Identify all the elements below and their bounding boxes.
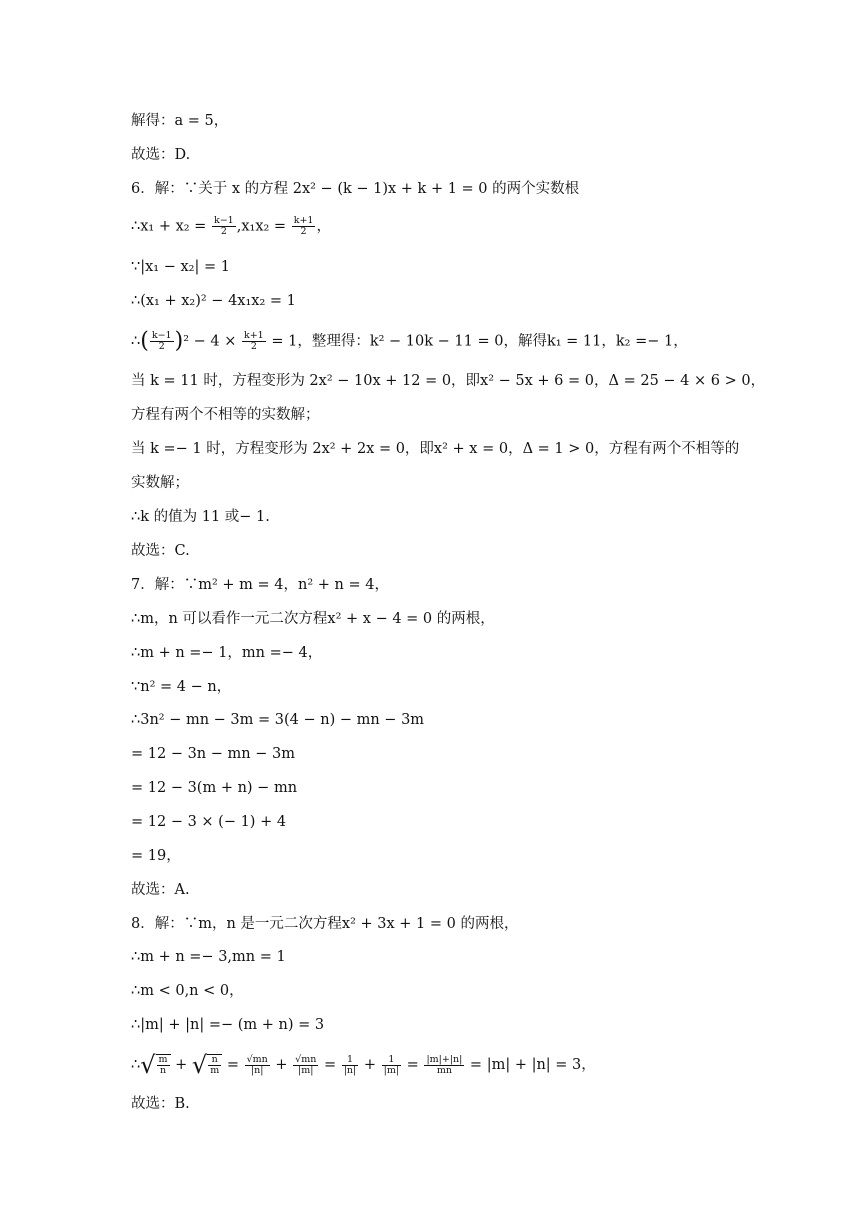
numerator: k−1 bbox=[151, 330, 172, 341]
text-line: 实数解； bbox=[131, 475, 189, 491]
fraction bbox=[293, 1055, 318, 1076]
denominator: 2 bbox=[220, 226, 227, 237]
numerator: √mn bbox=[246, 1053, 268, 1065]
fraction bbox=[424, 1055, 464, 1076]
text-line: ∴k 的值为 11 或− 1. bbox=[131, 509, 270, 525]
text-line: = 12 − 3 × (− 1) + 4 bbox=[131, 814, 287, 830]
numerator: k+1 bbox=[243, 330, 264, 341]
text-fragment: ∴ bbox=[131, 1057, 141, 1073]
text-line: ∵|x₁ − x₂| = 1 bbox=[131, 259, 230, 275]
radical-sign: √ bbox=[140, 1051, 156, 1079]
text-fragment: ,x₁x₂ = bbox=[236, 218, 291, 235]
fraction bbox=[157, 1055, 170, 1076]
text-line: = 12 − 3n − mn − 3m bbox=[131, 746, 295, 762]
denominator: |n| bbox=[250, 1064, 264, 1076]
text-line: 6．解：∵关于 x 的方程 2x² − (k − 1)x + k + 1 = 0 的两个实数根 bbox=[131, 181, 580, 197]
text-fragment: = 1，整理得：k² − 10k − 11 = 0，解得k₁ = 11，k₂ =− 1， bbox=[266, 333, 688, 350]
fraction bbox=[150, 331, 174, 352]
text-line: 故选：D. bbox=[131, 147, 191, 163]
text-fragment: ² − 4 × bbox=[183, 333, 241, 350]
text-line: 方程有两个不相等的实数解； bbox=[131, 407, 320, 423]
fraction bbox=[245, 1055, 270, 1076]
text-line: 7．解：∵m² + m = 4，n² + n = 4， bbox=[131, 577, 389, 593]
math-line bbox=[131, 1051, 596, 1079]
text-fragment: ， bbox=[316, 218, 331, 235]
text-line: 8．解：∵m，n 是一元二次方程x² + 3x + 1 = 0 的两根， bbox=[131, 916, 519, 932]
right-paren: ) bbox=[174, 328, 184, 354]
text-line: ∴|m| + |n| =− (m + n) = 3 bbox=[131, 1017, 325, 1033]
fraction bbox=[292, 216, 316, 237]
text-line: ∴m + n =− 1，mn =− 4， bbox=[131, 645, 323, 661]
text-line: ∵n² = 4 − n， bbox=[131, 679, 232, 695]
numerator: k−1 bbox=[213, 215, 234, 226]
text-line: ∴m < 0,n < 0， bbox=[131, 983, 244, 999]
plus-sign: + bbox=[359, 1057, 381, 1073]
equals-sign: = bbox=[402, 1057, 424, 1073]
math-line bbox=[131, 328, 688, 354]
text-line: 故选：C. bbox=[131, 543, 190, 559]
denominator: 2 bbox=[250, 341, 257, 352]
numerator: |m|+|n| bbox=[426, 1053, 463, 1065]
text-line: = 19， bbox=[131, 848, 181, 864]
math-line bbox=[131, 216, 331, 237]
numerator: 1 bbox=[382, 1055, 401, 1066]
text-fragment: = |m| + |n| = 3， bbox=[465, 1057, 596, 1073]
numerator: n bbox=[208, 1055, 221, 1066]
denominator: |m| bbox=[298, 1064, 314, 1076]
radical-sign: √ bbox=[191, 1051, 208, 1079]
fraction bbox=[242, 331, 266, 352]
text-line: 故选：B. bbox=[131, 1096, 190, 1112]
numerator: 1 bbox=[342, 1055, 359, 1066]
denominator: |n| bbox=[343, 1064, 357, 1076]
text-line: 解得：a = 5， bbox=[131, 113, 229, 129]
text-line: ∴3n² − mn − 3m = 3(4 − n) − mn − 3m bbox=[131, 712, 425, 728]
denominator: 2 bbox=[300, 226, 307, 237]
equals-sign: = bbox=[319, 1057, 341, 1073]
text-line: ∴(x₁ + x₂)² − 4x₁x₂ = 1 bbox=[131, 293, 296, 309]
fraction bbox=[342, 1055, 359, 1076]
numerator: √mn bbox=[295, 1053, 317, 1065]
text-line: = 12 − 3(m + n) − mn bbox=[131, 780, 298, 796]
text-line: 当 k = 11 时，方程变形为 2x² − 10x + 12 = 0，即x² − 5x + 6 = 0，Δ = 25 − 4 × 6 > 0， bbox=[131, 373, 766, 389]
denominator: 2 bbox=[158, 341, 165, 352]
denominator: |m| bbox=[383, 1064, 400, 1076]
denominator: m bbox=[210, 1065, 220, 1076]
square-root bbox=[140, 1051, 170, 1079]
text-fragment: ∴ bbox=[131, 333, 141, 350]
numerator: k+1 bbox=[293, 215, 314, 226]
plus-sign: + bbox=[270, 1057, 293, 1073]
numerator: m bbox=[158, 1054, 168, 1065]
text-line: 当 k =− 1 时，方程变形为 2x² + 2x = 0，即x² + x = 0，Δ = 1 > 0，方程有两个不相等的 bbox=[131, 441, 740, 457]
text-line: ∴m，n 可以看作一元二次方程x² + x − 4 = 0 的两根， bbox=[131, 611, 495, 627]
text-fragment: ∴x₁ + x₂ = bbox=[131, 218, 211, 235]
denominator: mn bbox=[436, 1064, 452, 1076]
square-root bbox=[191, 1051, 222, 1079]
text-line: 故选：A. bbox=[131, 882, 190, 898]
text-line: ∴m + n =− 3,mn = 1 bbox=[131, 949, 286, 965]
fraction bbox=[212, 216, 236, 237]
left-paren: ( bbox=[140, 328, 149, 354]
fraction bbox=[208, 1055, 221, 1076]
fraction bbox=[382, 1055, 401, 1076]
plus-sign: + bbox=[170, 1057, 192, 1073]
equals-sign: = bbox=[222, 1057, 244, 1073]
denominator: n bbox=[159, 1065, 167, 1076]
